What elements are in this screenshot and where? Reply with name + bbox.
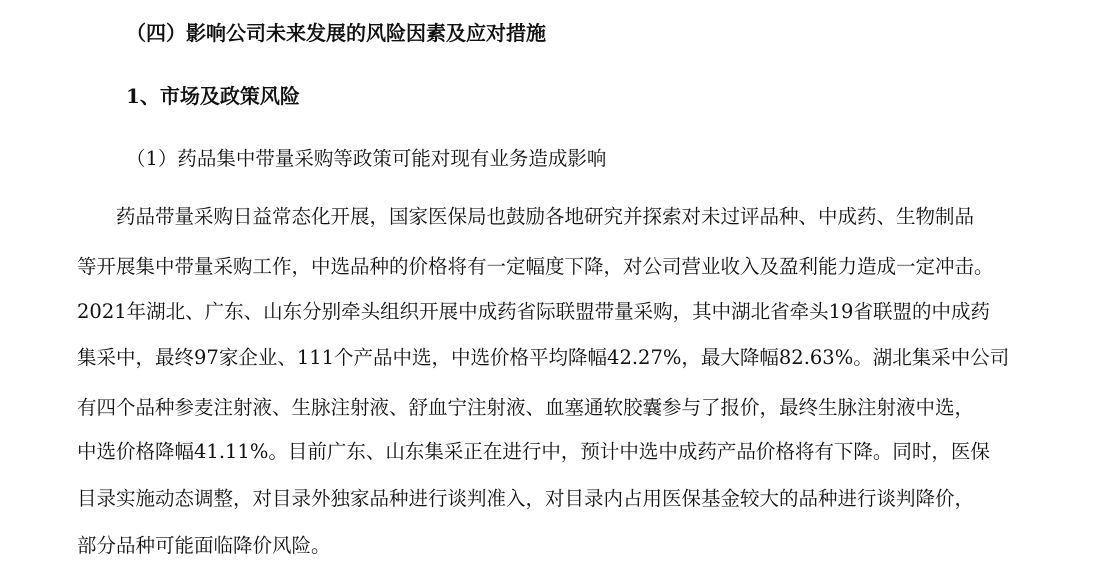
paragraph-line: 目录实施动态调整，对目录外独家品种进行谈判准入，对目录内占用医保基金较大的品种进行谈判降价， (77, 487, 975, 510)
paragraph-line: 部分品种可能面临降价风险。 (77, 534, 331, 557)
paragraph-line: 中选价格降幅41.11%。目前广东、山东集采正在进行中，预计中选中成药产品价格将有下降。同时，医保 (77, 440, 990, 463)
subsection-heading: 1、市场及政策风险 (126, 84, 300, 108)
paragraph-line: 有四个品种参麦注射液、生脉注射液、舒血宁注射液、血塞通软胶囊参与了报价，最终生脉注射液中选， (77, 396, 975, 419)
item-title: （1）药品集中带量采购等政策可能对现有业务造成影响 (126, 147, 607, 170)
paragraph-line: 2021年湖北、广东、山东分别牵头组织开展中成药省际联盟带量采购，其中湖北省牵头19省联盟的中成药 (77, 300, 990, 323)
paragraph-line: 集采中，最终97家企业、111个产品中选，中选价格平均降幅42.27%，最大降幅82.63%。湖北集采中公司 (77, 346, 1010, 369)
section-heading: （四）影响公司未来发展的风险因素及应对措施 (126, 21, 546, 45)
paragraph-line: 药品带量采购日益常态化开展，国家医保局也鼓励各地研究并探索对未过评品种、中成药、生物制品 (116, 205, 975, 228)
paragraph-line: 等开展集中带量采购工作，中选品种的价格将有一定幅度下降，对公司营业收入及盈利能力造成一定冲击。 (77, 255, 994, 278)
